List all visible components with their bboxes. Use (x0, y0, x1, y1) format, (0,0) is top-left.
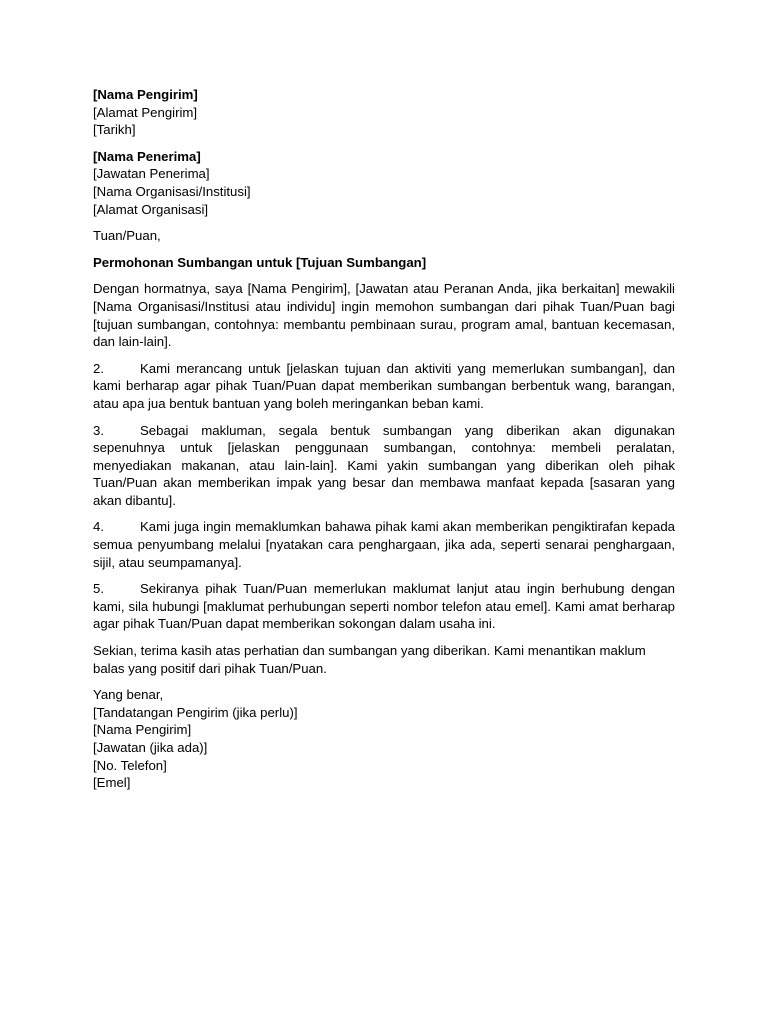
paragraph-2 (93, 360, 675, 413)
paragraph-number: 5. (93, 581, 104, 597)
recipient-organization: [Nama Organisasi/Institusi] (93, 183, 251, 199)
paragraph-number: 4. (93, 519, 104, 535)
paragraph-5 (93, 580, 675, 633)
paragraph-text: Kami merancang untuk [jelaskan tujuan dan aktiviti yang memerlukan sumbangan], dan kami berharap agar pihak Tuan/Puan dapat memberikan sumbangan berbentuk wang, barangan, atau apa jua bentuk bantuan yang boleh meringankan beban kami. (93, 360, 675, 411)
signoff-block (93, 686, 675, 792)
letter-page (93, 86, 675, 792)
sender-name: [Nama Pengirim] (93, 87, 198, 102)
signoff-email: [Emel] (93, 775, 131, 791)
paragraph-text: Sekiranya pihak Tuan/Puan memerlukan maklumat lanjut atau ingin berhubung dengan kami, sila hubungi [maklumat perhubungan seperti nombor telefon atau emel]. Kami amat berharap agar pihak Tuan/Puan dapat memberikan sokongan dalam usaha ini. (93, 581, 675, 632)
signoff-phrase: Yang benar, (93, 687, 164, 703)
signoff-phone: [No. Telefon] (93, 757, 167, 773)
paragraph-number: 3. (93, 422, 104, 438)
recipient-position: [Jawatan Penerima] (93, 166, 210, 182)
paragraph-3 (93, 422, 675, 510)
closing-paragraph: Sekian, terima kasih atas perhatian dan sumbangan yang diberikan. Kami menantikan maklum balas yang positif dari pihak Tuan/Puan. (93, 643, 646, 676)
paragraph-text: Kami juga ingin memaklumkan bahawa pihak kami akan memberikan pengiktirafan kepada semua penyumbang melalui [nyatakan cara penghargaan, jika ada, seperti senarai penghargaan, sijil, atau seumpamanya]. (93, 519, 675, 570)
signoff-position: [Jawatan (jika ada)] (93, 740, 208, 755)
letter-subject: Permohonan Sumbangan untuk [Tujuan Sumbangan] (93, 254, 427, 270)
letter-date: [Tarikh] (93, 122, 136, 138)
paragraph-1 (93, 280, 675, 350)
paragraph-text: Sebagai makluman, segala bentuk sumbangan yang diberikan akan digunakan sepenuhnya untuk [jelaskan penggunaan sumbangan, contohnya: membeli peralatan, menyediakan makanan, atau lain-lain]. Kami yakin sumbangan yang diberikan oleh pihak Tuan/Puan akan memberikan impak yang besar dan membawa manfaat kepada [sasaran yang akan dibantu]. (93, 422, 675, 508)
paragraph-number: 2. (93, 360, 104, 376)
recipient-address: [Alamat Organisasi] (93, 201, 209, 217)
signature-placeholder: [Tandatangan Pengirim (jika perlu)] (93, 704, 298, 720)
paragraph-text: Dengan hormatnya, saya [Nama Pengirim], [Jawatan atau Peranan Anda, jika berkaitan] mewakili [Nama Organisasi/Institusi atau individu] ingin memohon sumbangan dari pihak Tuan/Puan bagi [tujuan sumbangan, contohnya: membantu pembinaan surau, program amal, bantuan kecemasan, dan lain-lain]. (93, 281, 675, 350)
recipient-name: [Nama Penerima] (93, 148, 201, 164)
paragraph-4 (93, 518, 675, 571)
recipient-block (93, 148, 675, 218)
sender-address: [Alamat Pengirim] (93, 104, 198, 120)
sender-block (93, 86, 675, 139)
signoff-name: [Nama Pengirim] (93, 722, 192, 738)
salutation: Tuan/Puan, (93, 228, 161, 244)
